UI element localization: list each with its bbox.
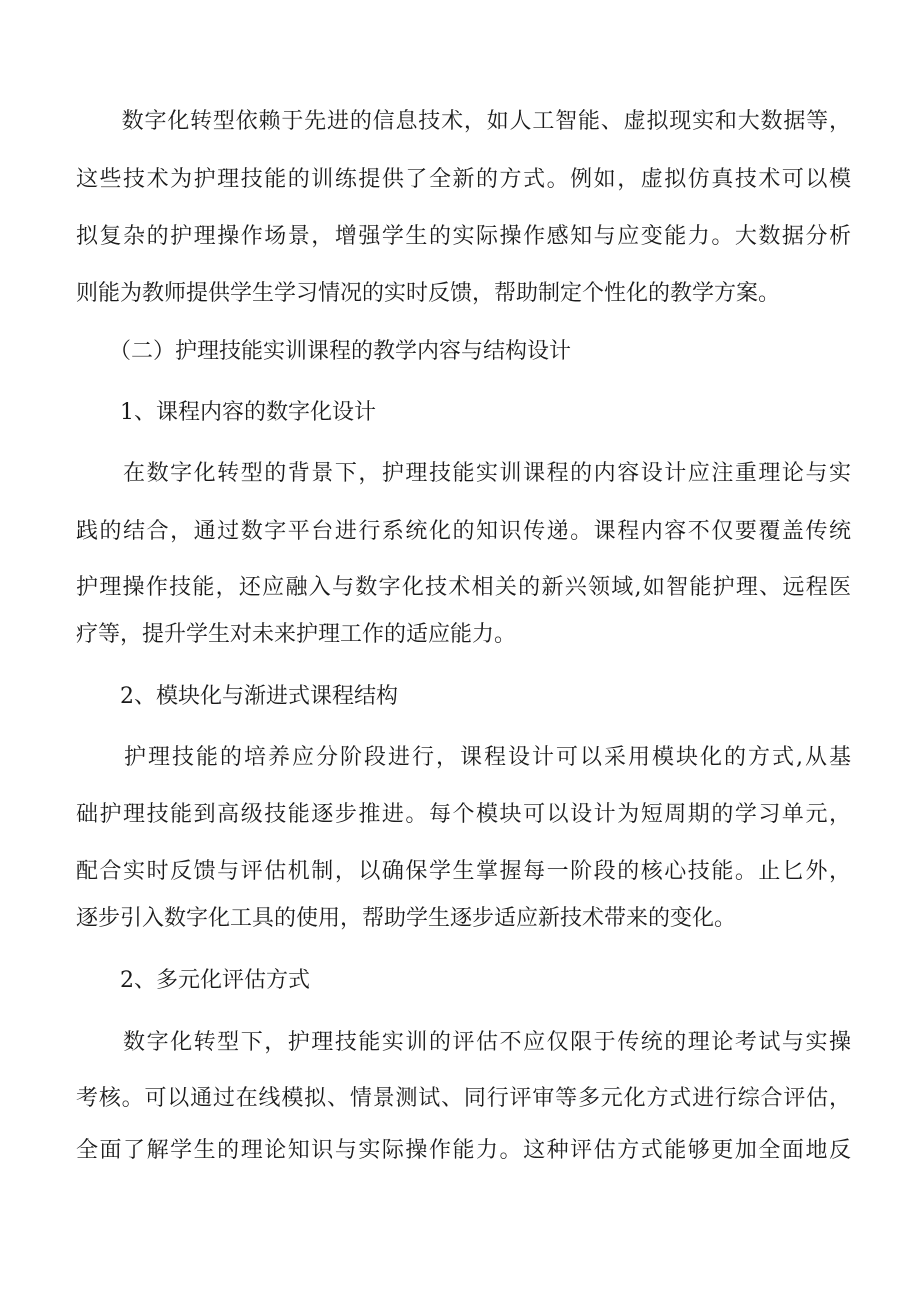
paragraph-3-line-4: 逐步引入数字化工具的使用，帮助学生逐步适应新技术带来的变化。 bbox=[76, 906, 737, 931]
paragraph-2-line-3: 护理操作技能，还应融入与数字化技术相关的新兴领域,如智能护理、远程医 bbox=[76, 575, 851, 600]
paragraph-1-line-1: 数字化转型依赖于先进的信息技术，如人工智能、虚拟现实和大数据等， bbox=[76, 109, 851, 134]
paragraph-3-line-3: 配合实时反馈与评估机制，以确保学生掌握每一阶段的核心技能。止匕外， bbox=[76, 859, 851, 884]
paragraph-4-line-2: 考核。可以通过在线模拟、情景测试、同行评审等多元化方式进行综合评估， bbox=[76, 1086, 851, 1111]
paragraph-3-line-2: 础护理技能到高级技能逐步推进。每个模块可以设计为短周期的学习单元， bbox=[76, 802, 851, 827]
paragraph-4-line-1: 数字化转型下，护理技能实训的评估不应仅限于传统的理论考试与实操 bbox=[76, 1030, 851, 1055]
paragraph-2-line-4: 疗等，提升学生对未来护理工作的适应能力。 bbox=[76, 622, 517, 647]
section-heading: （二）护理技能实训课程的教学内容与结构设计 bbox=[76, 339, 572, 364]
paragraph-2-line-2: 践的结合，通过数字平台进行系统化的知识传递。课程内容不仅要覆盖传统 bbox=[76, 519, 851, 544]
paragraph-2-line-1: 在数字化转型的背景下，护理技能实训课程的内容设计应注重理论与实 bbox=[76, 461, 851, 486]
paragraph-3-line-1: 护理技能的培养应分阶段进行，课程设计可以采用模块化的方式,从基 bbox=[76, 745, 851, 770]
paragraph-4-line-3: 全面了解学生的理论知识与实际操作能力。这种评估方式能够更加全面地反 bbox=[76, 1138, 851, 1163]
subheading-3: 2、多元化评估方式 bbox=[76, 968, 310, 993]
paragraph-1-line-2: 这些技术为护理技能的训练提供了全新的方式。例如，虚拟仿真技术可以模 bbox=[76, 167, 851, 192]
subheading-1: 1、课程内容的数字化设计 bbox=[76, 400, 376, 425]
paragraph-1-line-3: 拟复杂的护理操作场景，增强学生的实际操作感知与应变能力。大数据分析 bbox=[76, 224, 851, 249]
paragraph-1-line-4: 则能为教师提供学生学习情况的实时反馈，帮助制定个性化的教学方案。 bbox=[76, 281, 781, 306]
subheading-2: 2、模块化与渐进式课程结构 bbox=[76, 684, 398, 709]
